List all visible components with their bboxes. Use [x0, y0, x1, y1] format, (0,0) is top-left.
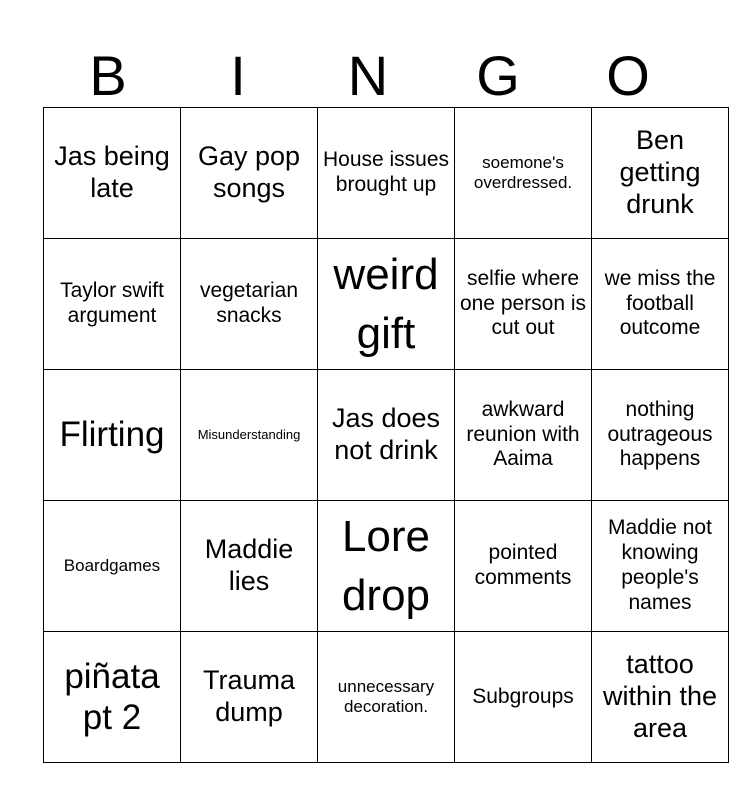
bingo-cell[interactable]: awkward reunion with Aaima [455, 370, 592, 501]
bingo-cell[interactable]: Lore drop [318, 501, 455, 632]
bingo-cell[interactable]: Gay pop songs [181, 108, 318, 239]
header-letter-b: B [89, 44, 127, 107]
bingo-header [43, 44, 693, 108]
bingo-cell[interactable]: tattoo within the area [592, 632, 729, 763]
bingo-cell[interactable]: Trauma dump [181, 632, 318, 763]
bingo-cell[interactable]: vegetarian snacks [181, 239, 318, 370]
header-letter-g: G [476, 44, 520, 107]
bingo-cell[interactable]: Boardgames [44, 501, 181, 632]
bingo-cell[interactable]: Taylor swift argument [44, 239, 181, 370]
bingo-cell[interactable]: Subgroups [455, 632, 592, 763]
bingo-cell[interactable]: Ben getting drunk [592, 108, 729, 239]
bingo-cell[interactable]: Jas being late [44, 108, 181, 239]
bingo-cell[interactable]: we miss the football outcome [592, 239, 729, 370]
bingo-cell[interactable]: piñata pt 2 [44, 632, 181, 763]
grid-row [44, 108, 729, 239]
grid-row [44, 239, 729, 370]
bingo-cell[interactable]: Flirting [44, 370, 181, 501]
bingo-cell[interactable]: Jas does not drink [318, 370, 455, 501]
bingo-cell[interactable]: unnecessary decoration. [318, 632, 455, 763]
header-letter-n: N [347, 44, 389, 107]
bingo-cell[interactable]: Maddie lies [181, 501, 318, 632]
grid-row [44, 370, 729, 501]
bingo-cell[interactable]: Misunderstanding [181, 370, 318, 501]
header-letter-o: O [606, 44, 650, 107]
bingo-cell[interactable]: Maddie not knowing people's names [592, 501, 729, 632]
grid-row [44, 632, 729, 763]
grid-row [44, 501, 729, 632]
bingo-cell[interactable]: House issues brought up [318, 108, 455, 239]
bingo-cell[interactable]: pointed comments [455, 501, 592, 632]
bingo-cell[interactable]: soemone's overdressed. [455, 108, 592, 239]
bingo-grid [43, 107, 729, 763]
bingo-cell[interactable]: nothing outrageous happens [592, 370, 729, 501]
bingo-cell[interactable]: weird gift [318, 239, 455, 370]
header-letter-i: I [230, 44, 246, 107]
bingo-cell[interactable]: selfie where one person is cut out [455, 239, 592, 370]
